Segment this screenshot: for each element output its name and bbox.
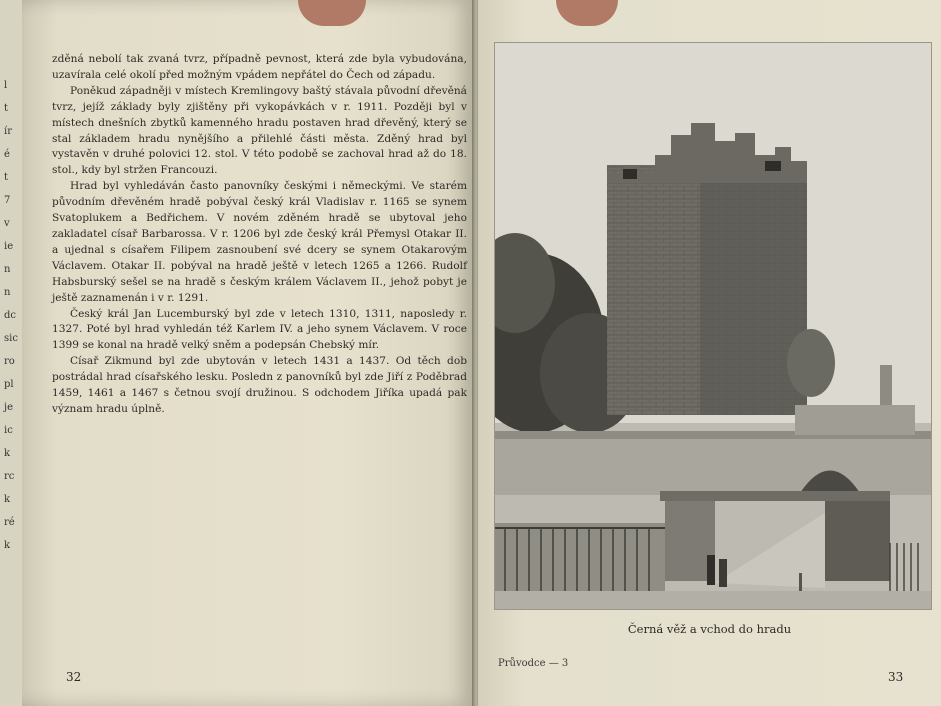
page-number-left: 32 [66,670,82,684]
edge-text-fragment: 7 [4,195,11,206]
edge-text-fragment: dc [4,310,17,321]
edge-text-fragment: t [4,103,9,114]
paragraph: Poněkud západněji v místech Kremlingovy baštý stávala původní dřevěná tvrz, jejíž základy byly zjištěny při vykopávkách v r. 1911. Později byl v místech dnešních zbytků kamenného hradu postaven hrad dřevěný, který se stal základem hradu nynějšího a přilehlé části města. Zděný hrad byl vystavěn v druhé polovici 12. stol. V této podobě se zachoval hrad až do 18. stol., kdy byl stržen Francouzi. [52,84,467,177]
edge-text-fragment: ie [4,241,14,252]
edge-text-fragment: k [4,494,11,505]
edge-text-fragment: n [4,287,11,298]
photo-caption: Černá věž a vchod do hradu [627,622,792,636]
edge-text-fragment: n [4,264,11,275]
page-footer: Průvodce — 3 [498,658,569,669]
paragraph: zděná nebolí tak zvaná tvrz, případně pevnost, která zde byla vybudována, uzavírala celé okolí před možným vpádem nepřátel do Čech od západu. [52,53,467,81]
edge-text-fragment: ic [4,425,13,436]
edge-text-fragment: pl [4,379,14,390]
left-page [22,0,474,706]
edge-text-fragment: k [4,540,11,551]
edge-text-fragment: k [4,448,11,459]
edge-text-fragment: ír [4,126,12,137]
right-page [478,0,941,706]
edge-text-fragment: ro [4,356,15,367]
edge-text-fragment: rc [4,471,15,482]
edge-text-fragment: v [4,218,10,229]
edge-text-fragment: ré [4,517,15,528]
edge-text-fragment: sic [4,333,18,344]
tower-illustration [495,43,931,609]
body-text [52,52,467,418]
edge-text-fragment: é [4,149,10,160]
edge-text-fragment: t [4,172,9,183]
paragraph: Císař Zikmund byl zde ubytován v letech 1431 a 1437. Od těch dob postrádal hrad císařského lesku. Posledn z panovníků byl zde Jiří z Poděbrad 1459, 1461 a 1467 s četnou svojí družinou. S odchodem Jiříka upadá pak význam hradu úplně. [52,355,467,415]
edge-text-fragment: je [4,402,14,413]
page-number-right: 33 [888,670,904,684]
tower-photograph [494,42,932,610]
paragraph: Hrad byl vyhledáván často panovníky českými i německými. Ve starém původním dřevěném hradě pobýval český král Vladislav r. 1165 se synem Svatoplukem a Bedřichem. V novém zděném hradě se ubytoval jeho zakladatel císař Barbarossa. V r. 1206 byl zde český král Přemysl Otakar II. a ujednal s císařem Filipem zasnoubení své dcery se synem Otakarovým Václavem. Otakar II. pobýval na hradě ještě v letech 1265 a 1266. Rudolf Habsburský sešel se na hradě s českým králem Václavem II., jehož pobyt je ještě zaznamenán i v r. 1291. [52,180,467,304]
paragraph: Český král Jan Lucemburský byl zde v letech 1310, 1311, naposledy r. 1327. Poté byl hrad vyhledán též Karlem IV. a jeho synem Václavem. V roce 1399 se konal na hradě velký sněm a podepsán Chebský mír. [52,307,467,352]
edge-text-fragment: l [4,80,8,91]
